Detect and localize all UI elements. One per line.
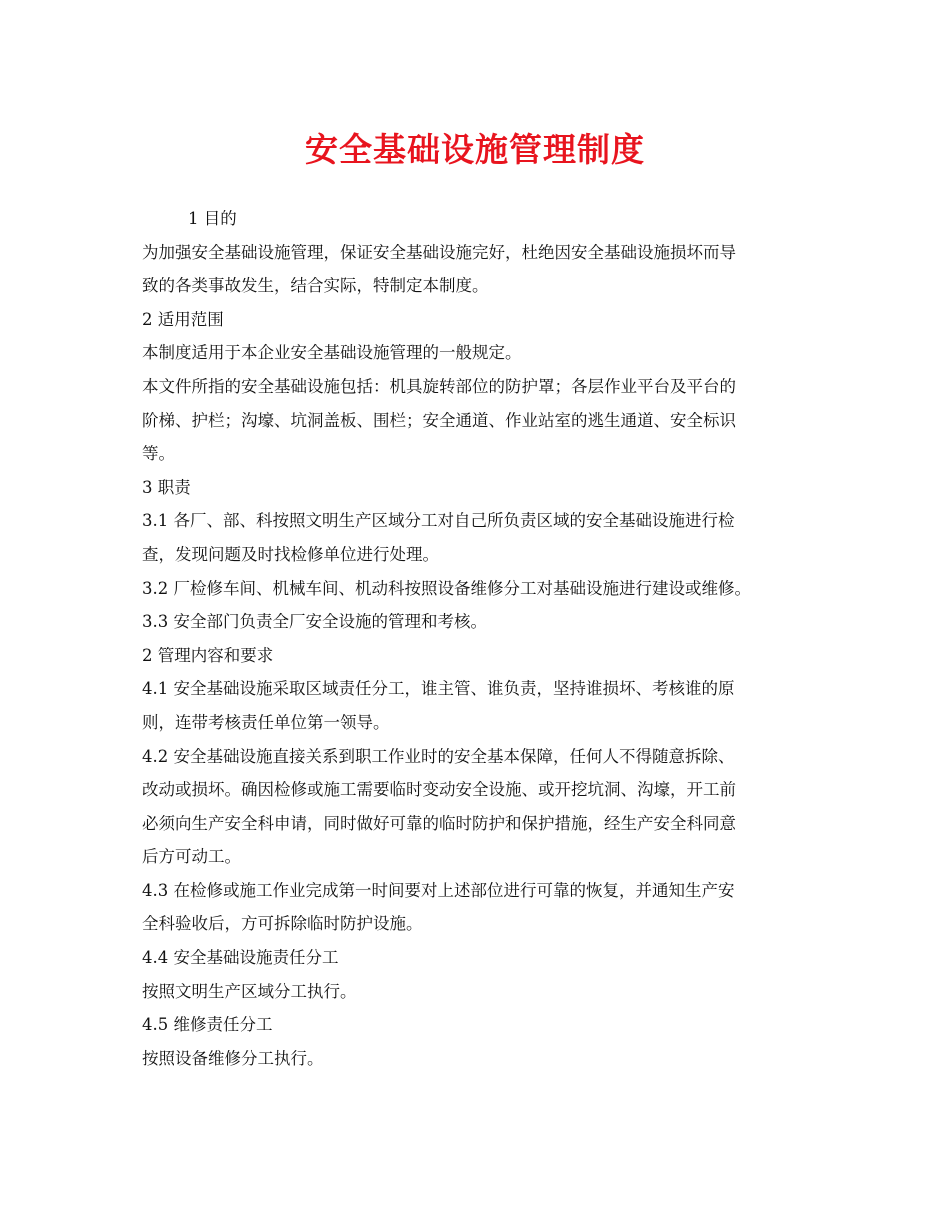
subsection-heading: 4.4 安全基础设施责任分工 <box>142 948 339 968</box>
paragraph-line: 3.3 安全部门负责全厂安全设施的管理和考核。 <box>142 612 487 632</box>
paragraph-line: 致的各类事故发生，结合实际，特制定本制度。 <box>142 276 489 296</box>
paragraph-line: 按照设备维修分工执行。 <box>142 1048 324 1068</box>
paragraph-line: 3.1 各厂、部、科按照文明生产区域分工对自己所负责区域的安全基础设施进行检 <box>142 511 735 531</box>
document-title: 安全基础设施管理制度 <box>305 130 645 169</box>
subsection-heading: 4.5 维修责任分工 <box>142 1015 273 1035</box>
paragraph-line: 等。 <box>142 444 175 464</box>
section-heading: 2 管理内容和要求 <box>142 645 274 665</box>
paragraph-line: 3.2 厂检修车间、机械车间、机动科按照设备维修分工对基础设施进行建设或维修。 <box>142 578 751 598</box>
paragraph-line: 按照文明生产区域分工执行。 <box>142 981 357 1001</box>
paragraph-line: 本文件所指的安全基础设施包括：机具旋转部位的防护罩；各层作业平台及平台的 <box>142 376 736 396</box>
paragraph-line: 4.3 在检修或施工作业完成第一时间要对上述部位进行可靠的恢复，并通知生产安 <box>142 880 735 900</box>
paragraph-line: 全科验收后，方可拆除临时防护设施。 <box>142 914 423 934</box>
paragraph-line: 本制度适用于本企业安全基础设施管理的一般规定。 <box>142 343 522 363</box>
paragraph-line: 则，连带考核责任单位第一领导。 <box>142 712 390 732</box>
section-heading: 2 适用范围 <box>142 309 224 329</box>
paragraph-line: 改动或损坏。确因检修或施工需要临时变动安全设施、或开挖坑洞、沟壕，开工前 <box>142 780 736 800</box>
paragraph-line: 后方可动工。 <box>142 847 241 867</box>
paragraph-line: 为加强安全基础设施管理，保证安全基础设施完好，杜绝因安全基础设施损坏而导 <box>142 242 736 262</box>
paragraph-line: 查，发现问题及时找检修单位进行处理。 <box>142 544 439 564</box>
section-heading: 1 目的 <box>188 209 237 228</box>
paragraph-line: 4.1 安全基础设施采取区域责任分工，谁主管、谁负责，坚持谁损坏、考核谁的原 <box>142 679 735 699</box>
section-heading: 3 职责 <box>142 477 191 497</box>
paragraph-line: 必须向生产安全科申请，同时做好可靠的临时防护和保护措施，经生产安全科同意 <box>142 813 736 833</box>
paragraph-line: 4.2 安全基础设施直接关系到职工作业时的安全基本保障，任何人不得随意拆除、 <box>142 746 735 766</box>
document-body <box>142 202 822 1075</box>
paragraph-line: 阶梯、护栏；沟壕、坑洞盖板、围栏；安全通道、作业站室的逃生通道、安全标识 <box>142 410 736 430</box>
